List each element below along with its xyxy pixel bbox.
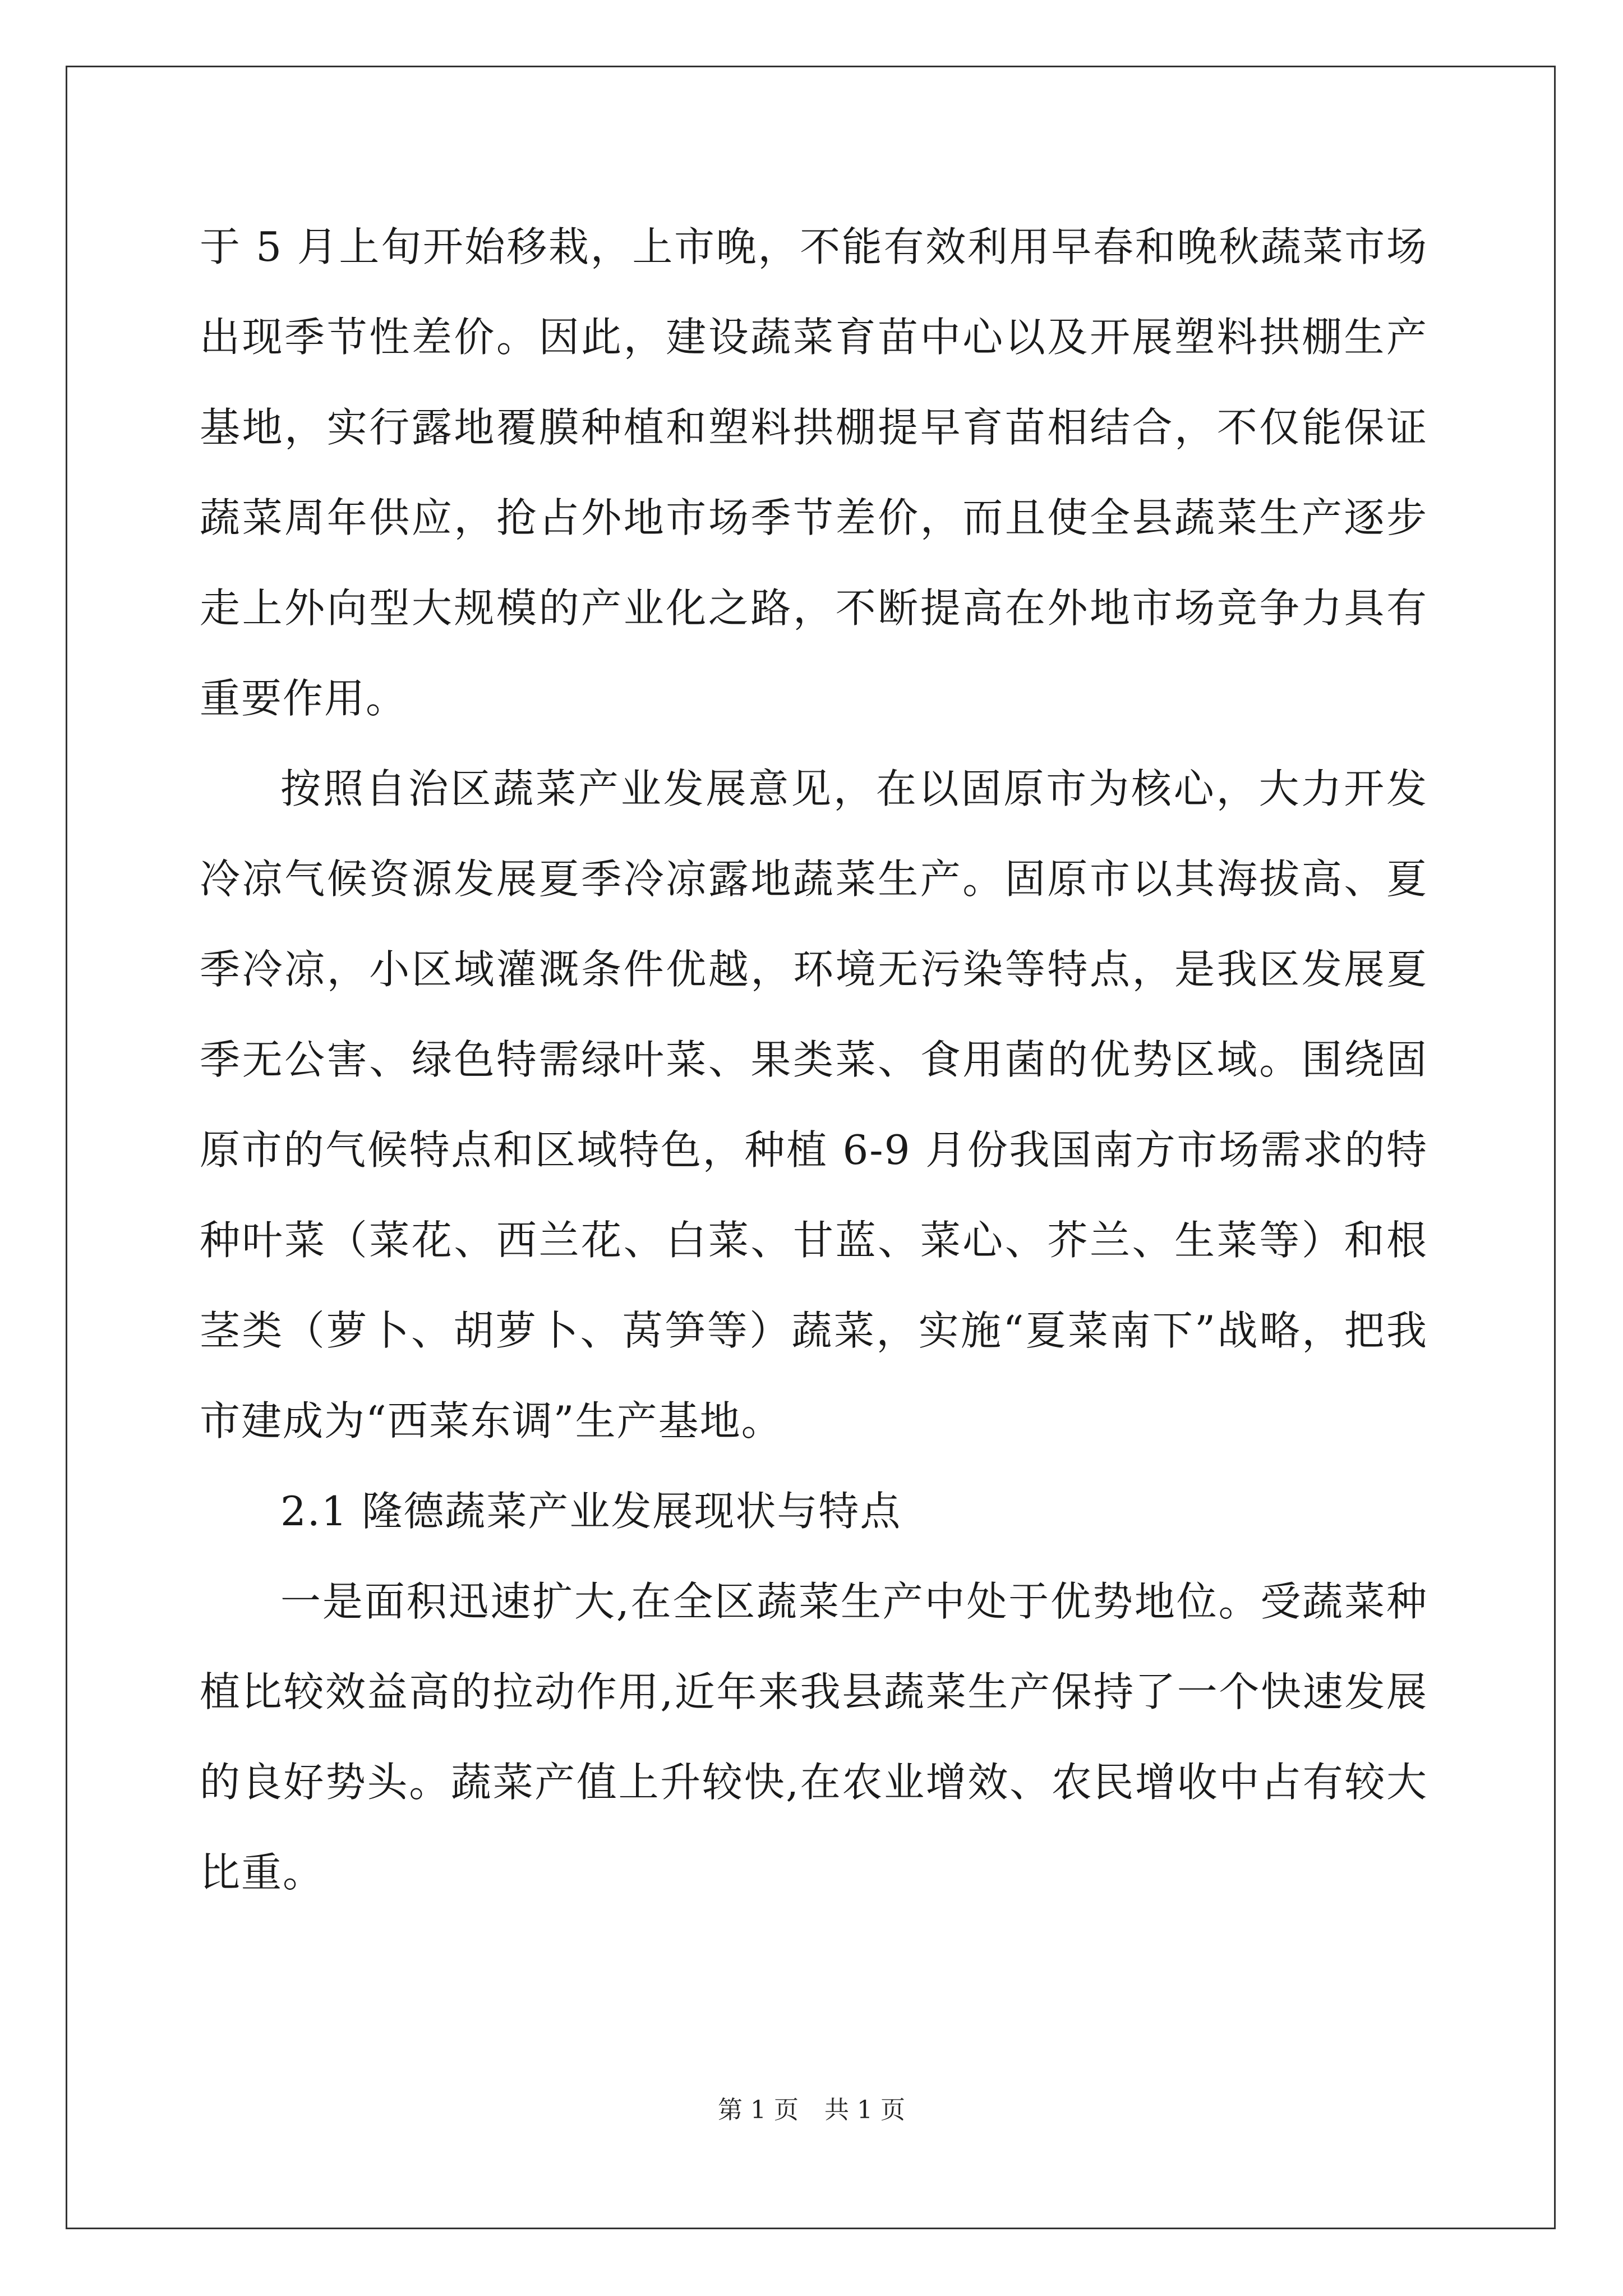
paragraph-4: 一是面积迅速扩大,在全区蔬菜生产中处于优势地位。受蔬菜种植比较效益高的拉动作用,近年来我县蔬菜生产保持了一个快速发展的良好势头。蔬菜产值上升较快,在农业增效、农民增收中占有较大比重。 bbox=[200, 1578, 1428, 1896]
paragraph-1: 于 5 月上旬开始移栽，上市晚，不能有效利用早春和晚秋蔬菜市场出现季节性差价。因此，建设蔬菜育苗中心以及开展塑料拱棚生产基地，实行露地覆膜种植和塑料拱棚提早育苗相结合，不仅能保证蔬菜周年供应，抢占外地市场季节差价，而且使全县蔬菜生产逐步走上外向型大规模的产业化之路，不断提高在外地市场竞争力具有重要作用。 bbox=[200, 223, 1428, 722]
document-body bbox=[200, 202, 1428, 1918]
page-number: 第 1 页 bbox=[718, 2096, 799, 2124]
paragraph-2: 按照自治区蔬菜产业发展意见，在以固原市为核心，大力开发冷凉气候资源发展夏季冷凉露地蔬菜生产。固原市以其海拔高、夏季冷凉，小区域灌溉条件优越，环境无污染等特点，是我区发展夏季无公害、绿色特需绿叶菜、果类菜、食用菌的优势区域。围绕固原市的气候特点和区域特色，种植 6-9 月份我国南方市场需求的特种叶菜（菜花、西兰花、白菜、甘蓝、菜心、芥兰、生菜等）和根茎类（萝卜、胡萝卜、莴笋等）蔬菜，实施“夏菜南下”战略，把我市建成为“西菜东调”生产基地。 bbox=[200, 765, 1428, 1444]
page-footer bbox=[0, 2093, 1623, 2127]
section-heading: 2.1 隆德蔬菜产业发展现状与特点 bbox=[280, 1488, 902, 1535]
page-total: 共 1 页 bbox=[824, 2096, 905, 2124]
